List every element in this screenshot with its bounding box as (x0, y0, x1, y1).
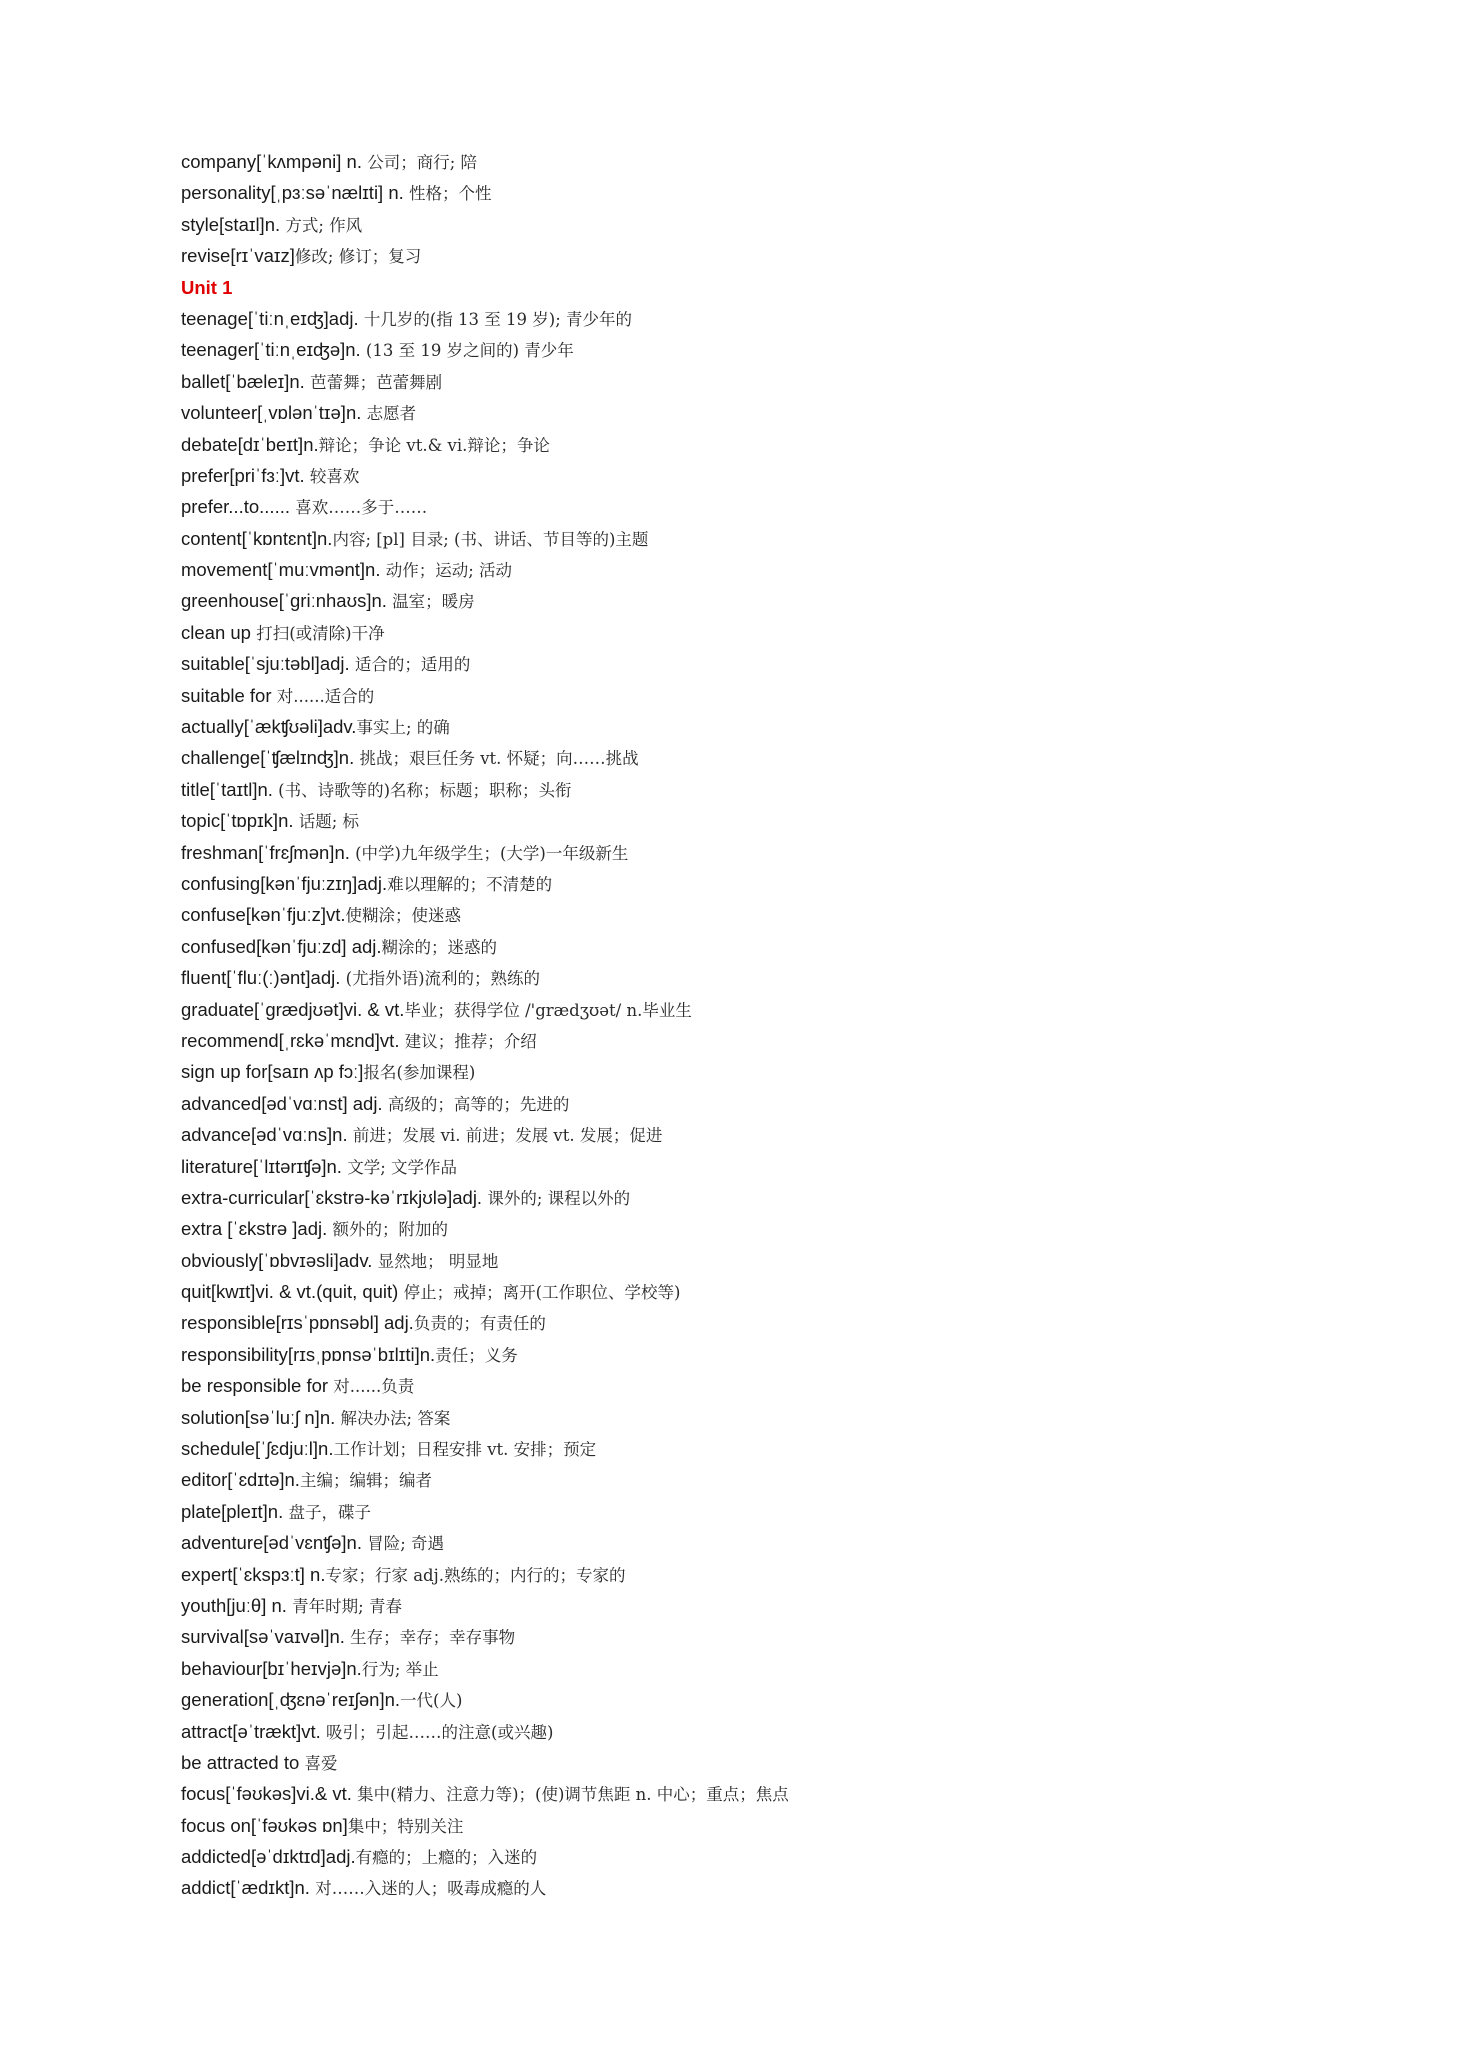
vocab-entry (181, 931, 1401, 962)
entry-chinese: 动作；运动; 活动 (380, 561, 513, 581)
entry-chinese: 显然地； 明显地 (372, 1251, 499, 1271)
entry-chinese: 高级的；高等的；先进的 (382, 1094, 570, 1114)
entry-english: survival[səˈvaɪvəl]n. (181, 1626, 345, 1648)
entry-english: title[ˈtaɪtl]n. (181, 778, 273, 800)
vocab-entry (181, 1841, 1401, 1872)
entry-english: topic[ˈtɒpɪk]n. (181, 810, 294, 832)
entry-chinese: 专家；行家 adj.熟练的；内行的；专家的 (325, 1565, 626, 1585)
entry-chinese: 话题; 标 (293, 812, 360, 832)
entry-chinese: 集中；特别关注 (347, 1816, 464, 1836)
entry-english: freshman[ˈfrɛʃmən]n. (181, 841, 350, 863)
entry-english: responsibility[rɪsˌpɒnsəˈbɪlɪti]n. (181, 1343, 436, 1365)
entry-chinese: (尤指外语)流利的；熟练的 (340, 969, 541, 989)
vocab-entry (181, 1151, 1401, 1182)
entry-english: personality[ˌpɜːsəˈnælɪti] n. (181, 182, 404, 204)
entry-chinese: 责任；义务 (435, 1345, 518, 1365)
entry-english: confusing[kənˈfjuːzɪŋ]adj. (181, 872, 388, 894)
entry-chinese: 冒险; 奇遇 (361, 1534, 445, 1554)
entry-chinese: 课外的; 课程以外的 (482, 1188, 631, 1208)
entry-english: extra [ˈɛkstrə ]adj. (181, 1218, 328, 1240)
entry-chinese: 有瘾的；上瘾的；入迷的 (355, 1848, 538, 1868)
vocab-entry (181, 1810, 1401, 1841)
entry-english: literature[ˈlɪtərɪʧə]n. (181, 1155, 342, 1177)
entry-english: confuse[kənˈfjuːz]vt. (181, 904, 346, 926)
vocab-entry (181, 1402, 1401, 1433)
vocab-entry (181, 994, 1401, 1025)
entry-chinese: 工作计划；日程安排 vt. 安排；预定 (333, 1440, 597, 1460)
entry-chinese: 文学; 文学作品 (341, 1157, 458, 1177)
vocab-entry (181, 334, 1401, 365)
vocab-entry (181, 523, 1401, 554)
entry-chinese: (13 至 19 岁之间的) 青少年 (360, 341, 574, 361)
vocab-entry (181, 1307, 1401, 1338)
entry-chinese: 难以理解的；不清楚的 (387, 874, 553, 894)
vocab-entry (181, 397, 1401, 428)
entry-english: generation[ˌʤɛnəˈreɪʃən]n. (181, 1689, 401, 1711)
entry-chinese: 性格；个性 (403, 184, 492, 204)
vocab-entry (181, 1559, 1401, 1590)
entry-chinese: 修改; 修订；复习 (294, 247, 422, 267)
vocab-entry (181, 1433, 1401, 1464)
vocab-entry (181, 1716, 1401, 1747)
entry-english: challenge[ˈʧælɪnʤ]n. (181, 747, 355, 769)
entry-chinese: 对……入迷的人；吸毒成瘾的人 (309, 1879, 547, 1899)
entry-chinese: 行为; 举止 (361, 1659, 439, 1679)
entry-chinese: 生存；幸存；幸存事物 (344, 1628, 516, 1648)
entry-english: attract[əˈtrækt]vt. (181, 1720, 321, 1742)
entry-english: confused[kənˈfjuːzd] adj. (181, 935, 382, 957)
vocab-entry (181, 1182, 1401, 1213)
vocab-entry (181, 899, 1401, 930)
entry-english: suitable[ˈsjuːtəbl]adj. (181, 653, 350, 675)
vocab-entry (181, 491, 1401, 522)
entry-english: schedule[ˈʃɛdjuːl]n. (181, 1438, 334, 1460)
entry-english: prefer...to...... (181, 496, 290, 518)
vocab-entry (181, 1747, 1401, 1778)
vocab-entry (181, 1496, 1401, 1527)
entry-english: adventure[ədˈvɛnʧə]n. (181, 1532, 362, 1554)
vocab-entry (181, 1684, 1401, 1715)
entry-chinese: 喜欢……多于…… (290, 498, 428, 518)
vocab-entry (181, 868, 1401, 899)
entry-english: sign up for[saɪn ʌp fɔː] (181, 1061, 364, 1083)
vocab-entry (181, 1025, 1401, 1056)
entry-chinese: 喜爱 (299, 1753, 338, 1773)
entry-chinese: 适合的；适用的 (349, 655, 471, 675)
entry-english: plate[pleɪt]n. (181, 1500, 284, 1522)
entry-english: content[ˈkɒntɛnt]n. (181, 527, 333, 549)
vocab-entry (181, 1088, 1401, 1119)
entry-english: expert[ˈɛkspɜːt] n. (181, 1563, 326, 1585)
entry-english: volunteer[ˌvɒlənˈtɪə]n. (181, 402, 362, 424)
entry-english: fluent[ˈfluː(ː)ənt]adj. (181, 967, 341, 989)
entry-english: focus on[ˈfəʊkəs ɒn] (181, 1814, 348, 1836)
vocab-entry (181, 240, 1401, 271)
vocab-entry (181, 711, 1401, 742)
entry-chinese: 公司；商行; 陪 (361, 153, 478, 172)
entry-chinese: 毕业；获得学位 /'grædʒʊət/ n.毕业生 (404, 1000, 692, 1020)
entry-english: ballet[ˈbæleɪ]n. (181, 370, 305, 392)
vocab-entry (181, 1872, 1401, 1903)
entry-english: company[ˈkʌmpəni] n. (181, 151, 362, 172)
vocab-entry (181, 209, 1401, 240)
vocab-entry (181, 585, 1401, 616)
entry-english: focus[ˈfəʊkəs]vi.& vt. (181, 1783, 352, 1805)
entry-chinese: 集中(精力、注意力等)；(使)调节焦距 n. 中心；重点；焦点 (351, 1785, 789, 1805)
vocab-entry (181, 429, 1401, 460)
entry-chinese: 主编；编辑；编者 (299, 1471, 432, 1491)
vocab-entry (181, 303, 1401, 334)
entry-chinese: 对......适合的 (271, 686, 375, 706)
entry-english: movement[ˈmuːvmənt]n. (181, 559, 381, 581)
entry-chinese: 报名(参加课程) (363, 1063, 476, 1083)
entry-english: addict[ˈædɪkt]n. (181, 1877, 310, 1899)
vocab-entry (181, 648, 1401, 679)
entry-chinese: (中学)九年级学生；(大学)一年级新生 (349, 843, 629, 863)
entry-chinese: 建议；推荐；介绍 (399, 1031, 537, 1051)
entry-chinese: 方式; 作风 (280, 215, 363, 235)
entry-chinese: 停止；戒掉；离开(工作职位、学校等) (398, 1283, 681, 1303)
vocab-entry (181, 805, 1401, 836)
entry-chinese: 额外的；附加的 (327, 1220, 448, 1240)
entry-english: clean up (181, 621, 251, 643)
entry-chinese: 挑战；艰巨任务 vt. 怀疑；向……挑战 (354, 749, 639, 769)
entry-english: behaviour[bɪˈheɪvjə]n. (181, 1657, 362, 1679)
vocabulary-list (181, 146, 1401, 1904)
entry-english: youth[juːθ] n. (181, 1594, 287, 1616)
entry-english: debate[dɪˈbeɪt]n. (181, 433, 319, 455)
entry-english: graduate[ˈgrædjʊət]vi. & vt. (181, 998, 405, 1020)
entry-chinese: (书、诗歌等的)名称；标题；职称；头衔 (272, 780, 572, 800)
vocab-entry (181, 146, 1401, 177)
vocab-entry (181, 774, 1401, 805)
vocab-entry (181, 1464, 1401, 1495)
vocab-entry (181, 1621, 1401, 1652)
entry-english: actually[ˈækʧʊəli]adv. (181, 716, 357, 738)
entry-english: editor[ˈɛdɪtə]n. (181, 1469, 300, 1491)
entry-chinese: 负责的；有责任的 (413, 1314, 546, 1334)
entry-chinese: 打扫(或清除)干净 (250, 623, 385, 643)
vocab-entry (181, 366, 1401, 397)
entry-chinese: 糊涂的；迷惑的 (381, 937, 498, 957)
entry-english: responsible[rɪsˈpɒnsəbl] adj. (181, 1312, 414, 1334)
entry-chinese: 内容; [pl] 目录; (书、讲话、节目等的)主题 (332, 529, 649, 549)
entry-english: suitable for (181, 684, 272, 706)
vocab-entry (181, 1056, 1401, 1087)
entry-english: prefer[priˈfɜː]vt. (181, 464, 305, 486)
vocab-entry (181, 617, 1401, 648)
entry-english: teenage[ˈtiːnˌeɪʤ]adj. (181, 307, 359, 329)
entry-english: teenager[ˈtiːnˌeɪʤə]n. (181, 339, 361, 361)
entry-english: quit[kwɪt]vi. & vt.(quit, quit) (181, 1281, 399, 1303)
vocab-entry (181, 1778, 1401, 1809)
entry-english: addicted[əˈdɪktɪd]adj. (181, 1846, 356, 1868)
vocab-entry (181, 1276, 1401, 1307)
entry-chinese: 吸引；引起……的注意(或兴趣) (320, 1722, 554, 1742)
entry-english: be responsible for (181, 1375, 329, 1397)
vocab-entry (181, 177, 1401, 208)
entry-english: style[staɪl]n. (181, 213, 281, 235)
entry-chinese: 一代(人) (400, 1691, 463, 1711)
entry-chinese: 青年时期; 青春 (286, 1596, 402, 1616)
entry-chinese: 盘子，碟子 (283, 1502, 371, 1522)
vocab-entry (181, 837, 1401, 868)
vocab-entry (181, 1370, 1401, 1401)
vocab-entry (181, 1339, 1401, 1370)
entry-english: Unit 1 (181, 276, 233, 298)
entry-chinese: 事实上; 的确 (356, 718, 450, 738)
vocab-entry (181, 1119, 1401, 1150)
vocab-entry (181, 680, 1401, 711)
entry-chinese: 使糊涂；使迷惑 (345, 906, 462, 926)
entry-english: obviously[ˈɒbvɪəsli]adv. (181, 1249, 373, 1271)
vocab-entry (181, 742, 1401, 773)
entry-chinese: 辩论；争论 vt.& vi.辩论；争论 (318, 435, 550, 455)
entry-english: solution[səˈluːʃ n]n. (181, 1406, 336, 1428)
entry-chinese: 十几岁的(指 13 至 19 岁); 青少年的 (358, 309, 633, 329)
vocab-entry (181, 1653, 1401, 1684)
entry-chinese: 志愿者 (361, 404, 417, 424)
vocab-entry (181, 460, 1401, 491)
entry-english: recommend[ˌrɛkəˈmɛnd]vt. (181, 1029, 400, 1051)
entry-chinese: 解决办法; 答案 (335, 1408, 451, 1428)
entry-english: advanced[ədˈvɑːnst] adj. (181, 1092, 383, 1114)
entry-english: be attracted to (181, 1751, 300, 1773)
entry-chinese: 前进；发展 vi. 前进；发展 vt. 发展；促进 (347, 1126, 663, 1146)
entry-english: revise[rɪˈvaɪz] (181, 245, 295, 267)
vocab-entry (181, 1590, 1401, 1621)
vocab-entry (181, 1245, 1401, 1276)
entry-chinese: 较喜欢 (304, 466, 360, 486)
entry-english: advance[ədˈvɑːns]n. (181, 1124, 348, 1146)
entry-chinese: 对......负责 (328, 1377, 415, 1397)
entry-english: extra-curricular[ˈɛkstrə-kəˈrɪkjʊlə]adj. (181, 1186, 483, 1208)
entry-chinese: 温室；暖房 (386, 592, 475, 612)
vocab-entry (181, 1527, 1401, 1558)
unit-heading (181, 272, 1401, 303)
entry-chinese: 芭蕾舞；芭蕾舞剧 (304, 372, 443, 392)
vocab-entry (181, 962, 1401, 993)
vocab-entry (181, 554, 1401, 585)
entry-english: greenhouse[ˈgriːnhaʊs]n. (181, 590, 387, 612)
vocab-entry (181, 1213, 1401, 1244)
